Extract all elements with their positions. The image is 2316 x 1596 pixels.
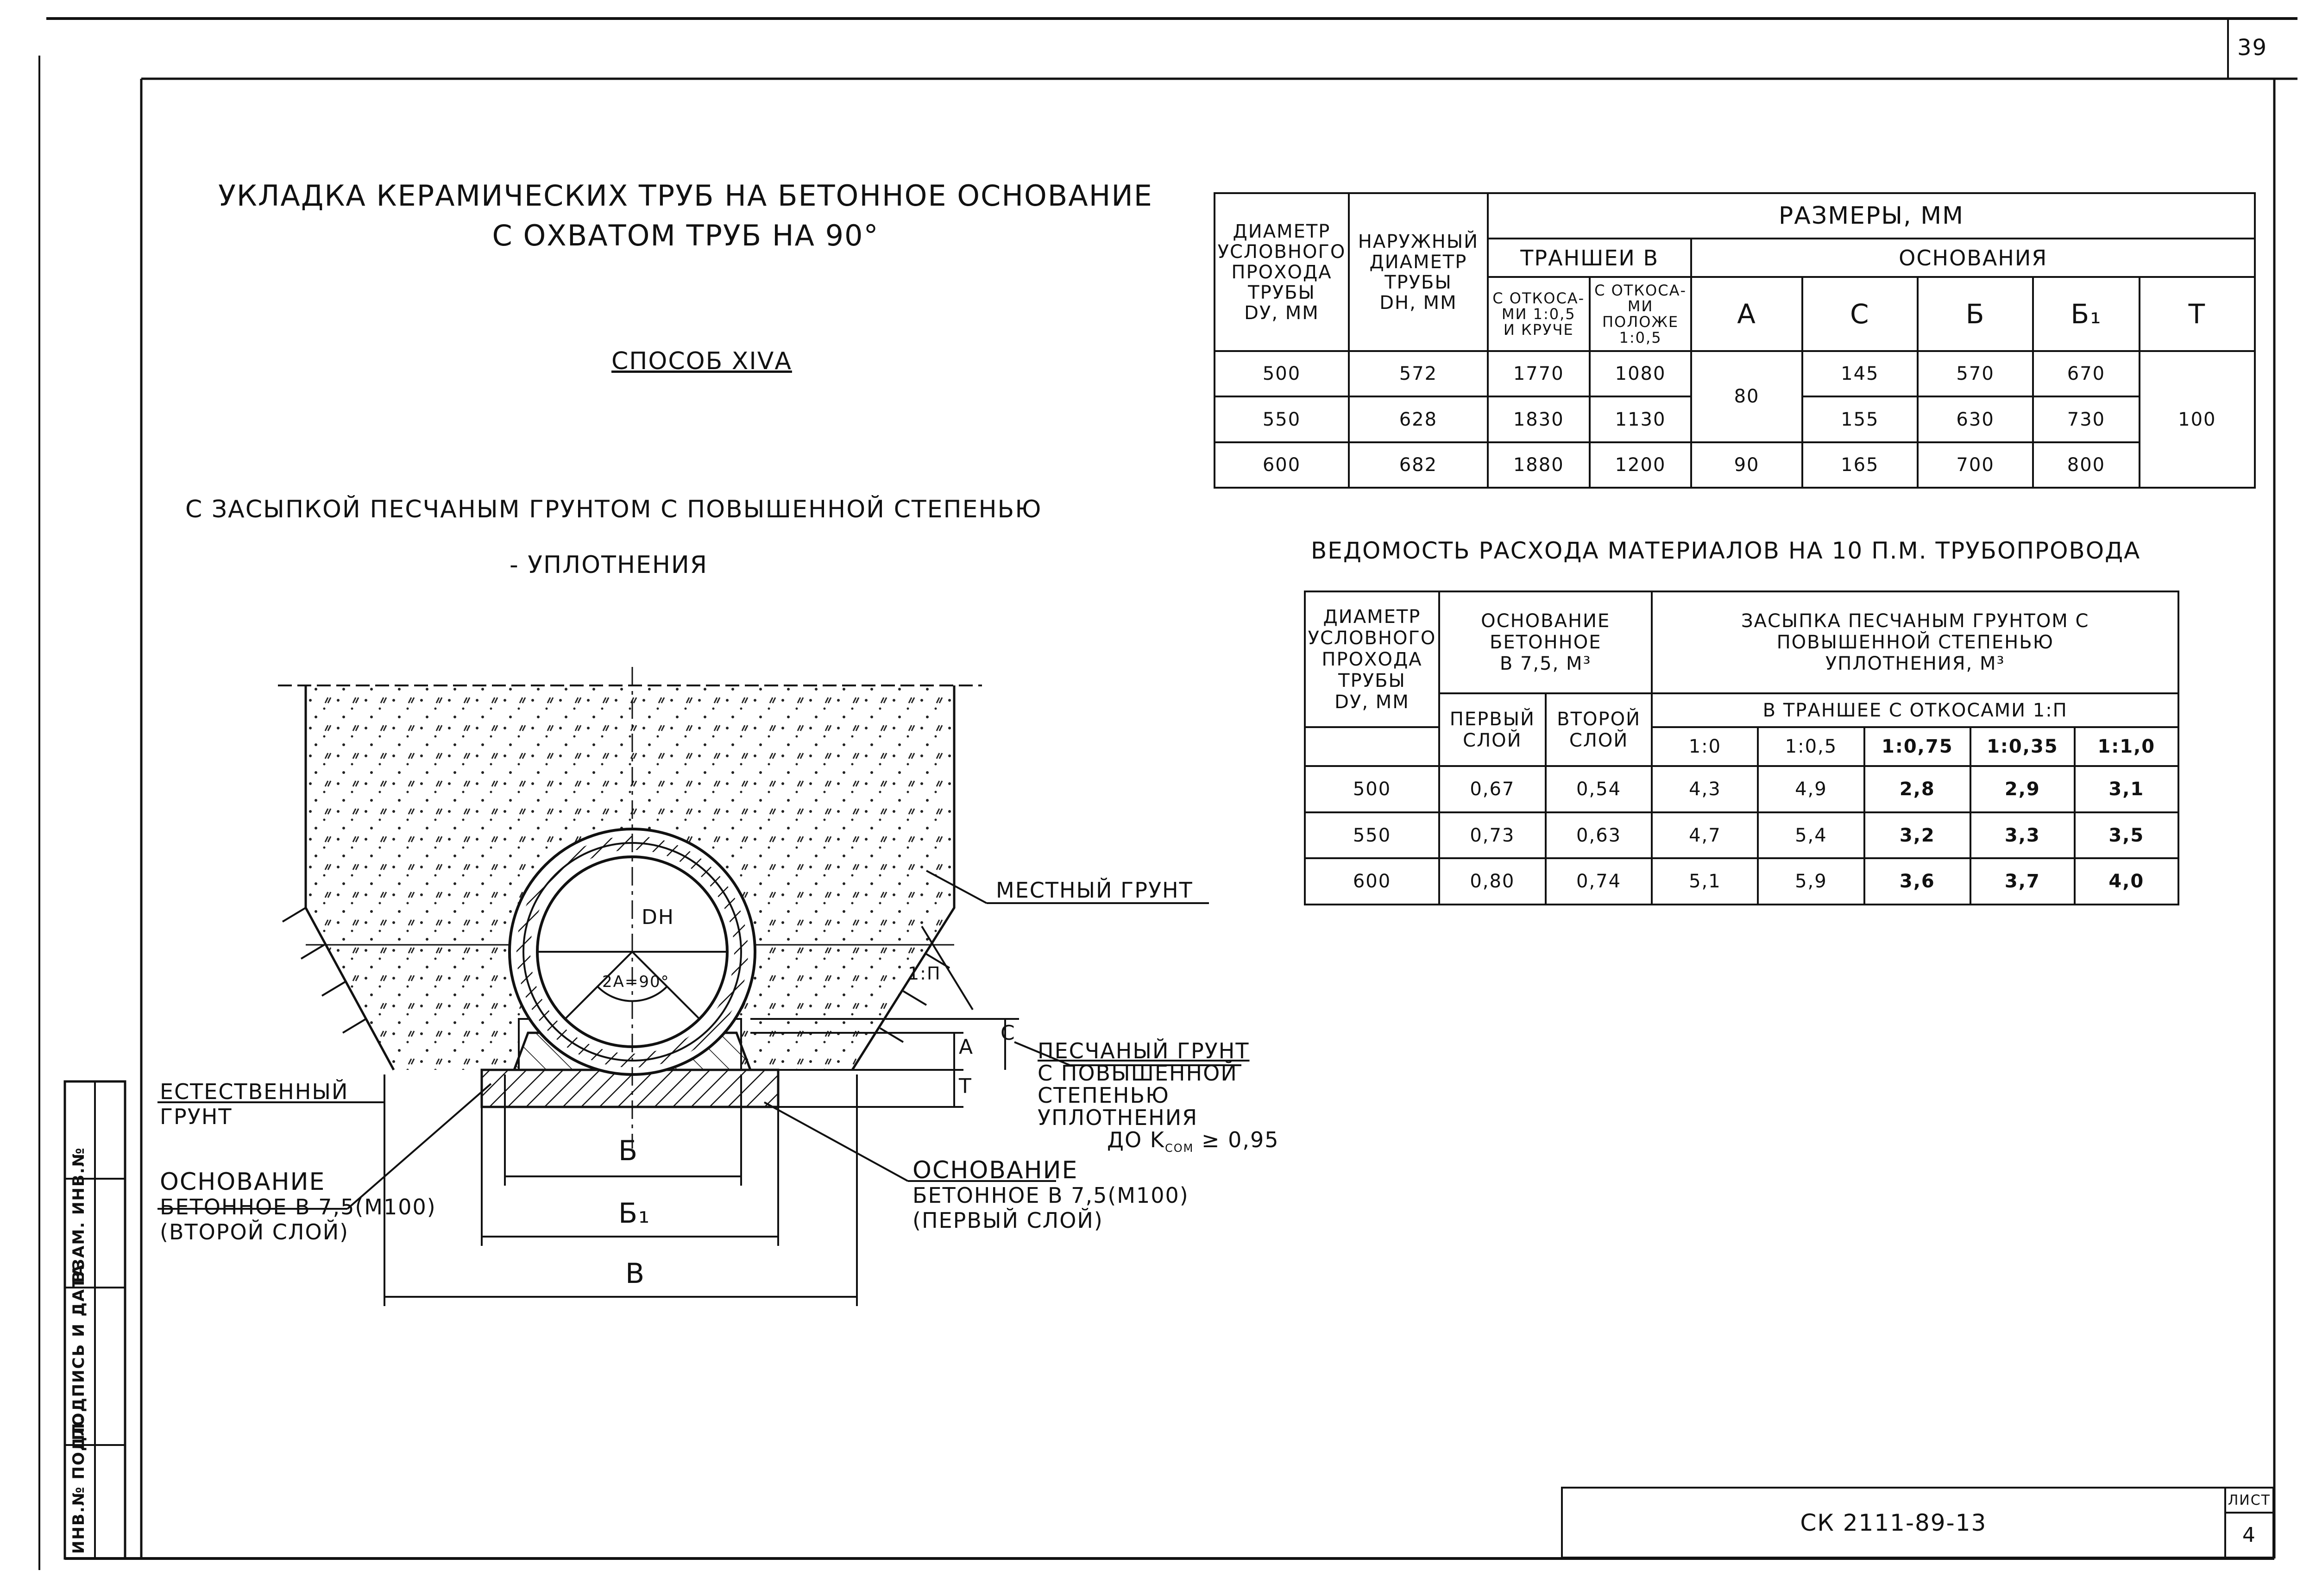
t2-cell: 0,80 <box>1439 858 1546 905</box>
angle-label: 2Α=90° <box>602 973 670 991</box>
t2-header-fill: ЗАСЫПКА ПЕСЧАНЫМ ГРУНТОМ С ПОВЫШЕННОЙ СТЕПЕНЬЮ УПЛОТНЕНИЯ, М³ <box>1652 591 2178 693</box>
t1-header-b: Б <box>1918 277 2033 351</box>
t2-cell: 2,9 <box>1970 766 2075 812</box>
t1-header-trench: ТРАНШЕИ В <box>1488 239 1692 277</box>
t1-cell: 90 <box>1691 442 1802 488</box>
t2-cell: 4,0 <box>2075 858 2178 905</box>
t2-cell: 0,63 <box>1546 812 1652 859</box>
document-code: СК 2111-89-13 <box>1562 1488 2225 1558</box>
t2-header-second: ВТОРОЙ СЛОЙ <box>1546 693 1652 766</box>
dim-b1-label: Б₁ <box>618 1197 651 1230</box>
t2-header-trench: В ТРАНШЕЕ С ОТКОСАМИ 1:П <box>1652 693 2178 727</box>
t1-header-flat: С ОТКОСА- МИ ПОЛОЖЕ 1:0,5 <box>1590 277 1692 351</box>
t2-cell: 3,6 <box>1864 858 1971 905</box>
t2-cell: 0,73 <box>1439 812 1546 859</box>
t1-cell: 1080 <box>1590 351 1692 396</box>
dim-B-label: В <box>625 1257 646 1290</box>
t1-cell: 628 <box>1349 396 1488 442</box>
t2-cell: 500 <box>1305 766 1439 812</box>
dim-c-label: C <box>1001 1021 1016 1045</box>
t1-cell: 572 <box>1349 351 1488 396</box>
dn-label: DН <box>642 905 674 929</box>
t1-cell: 155 <box>1802 396 1918 442</box>
t1-header-base: ОСНОВАНИЯ <box>1691 239 2255 277</box>
t2-cell: 3,1 <box>2075 766 2178 812</box>
t2-cell: 0,74 <box>1546 858 1652 905</box>
t1-header-c: C <box>1802 277 1918 351</box>
subtitle-line-1: С ЗАСЫПКОЙ ПЕСЧАНЫМ ГРУНТОМ С ПОВЫШЕННОЙ СТЕПЕНЬЮ <box>185 496 1042 523</box>
t1-header-b1: Б₁ <box>2033 277 2139 351</box>
t1-cell: 80 <box>1691 351 1802 442</box>
base-second-layer-label: ОСНОВАНИЕ БЕТОННОЕ В 7,5(М100) (ВТОРОЙ СЛОЙ) <box>160 1168 436 1244</box>
t2-cell: 4,7 <box>1652 812 1758 859</box>
t2-cell: 5,1 <box>1652 858 1758 905</box>
page-number: 39 <box>2237 35 2268 61</box>
sand-label: ПЕСЧАНЫЙ ГРУНТ С ПОВЫШЕННОЙ СТЕПЕНЬЮ УПЛОТНЕНИЯ ДО $K_{COM} \ge 0,95$ <box>1038 1038 1279 1155</box>
t1-cell: 730 <box>2033 396 2139 442</box>
t1-cell: 100 <box>2140 351 2255 488</box>
t2-slope: 1:0,35 <box>1970 727 2075 766</box>
dim-a-label: A <box>959 1035 974 1059</box>
t2-slope: 1:0 <box>1652 727 1758 766</box>
t1-header-t: T <box>2140 277 2255 351</box>
t1-cell: 600 <box>1215 442 1349 488</box>
t2-cell: 0,54 <box>1546 766 1652 812</box>
t1-cell: 1880 <box>1488 442 1590 488</box>
t1-cell: 500 <box>1215 351 1349 396</box>
t2-cell: 3,5 <box>2075 812 2178 859</box>
t1-header-dy: ДИАМЕТР УСЛОВНОГО ПРОХОДА ТРУБЫ DУ, ММ <box>1215 193 1349 351</box>
t1-cell: 570 <box>1918 351 2033 396</box>
base-first-layer-label: ОСНОВАНИЕ БЕТОННОЕ В 7,5(М100) (ПЕРВЫЙ СЛОЙ) <box>913 1156 1189 1233</box>
table2-title: ВЕДОМОСТЬ РАСХОДА МАТЕРИАЛОВ НА 10 П.М. ТРУБОПРОВОДА <box>1311 537 2141 564</box>
dim-t-label: T <box>959 1074 972 1098</box>
t1-cell: 145 <box>1802 351 1918 396</box>
side-stamp-inv-orig: ИНВ.№ ПОДЛ. <box>69 1415 88 1554</box>
t2-cell: 4,3 <box>1652 766 1758 812</box>
t1-cell: 1770 <box>1488 351 1590 396</box>
sheet-number: 4 <box>2225 1513 2273 1558</box>
t1-cell: 1830 <box>1488 396 1590 442</box>
t1-header-dn: НАРУЖНЫЙ ДИАМЕТР ТРУБЫ DН, ММ <box>1349 193 1488 351</box>
t1-header-a: A <box>1691 277 1802 351</box>
t2-cell: 550 <box>1305 812 1439 859</box>
title-block <box>1561 1487 2274 1558</box>
t2-cell: 5,9 <box>1758 858 1864 905</box>
t2-slope: 1:1,0 <box>2075 727 2178 766</box>
t2-cell: 2,8 <box>1864 766 1971 812</box>
title-line-2: С ОХВАТОМ ТРУБ НА 90° <box>492 219 879 252</box>
t2-slope: 1:0,75 <box>1864 727 1971 766</box>
t1-cell: 1130 <box>1590 396 1692 442</box>
natural-soil-label: ЕСТЕСТВЕННЫЙ ГРУНТ <box>160 1079 349 1129</box>
t2-slope: 1:0,5 <box>1758 727 1864 766</box>
t1-cell: 550 <box>1215 396 1349 442</box>
t1-header-sizes: РАЗМЕРЫ, ММ <box>1488 193 2255 239</box>
t2-cell: 3,2 <box>1864 812 1971 859</box>
slope-label: 1:П <box>908 963 941 984</box>
t1-cell: 165 <box>1802 442 1918 488</box>
t2-cell: 0,67 <box>1439 766 1546 812</box>
t1-cell: 700 <box>1918 442 2033 488</box>
t2-cell: 5,4 <box>1758 812 1864 859</box>
title-line-1: УКЛАДКА КЕРАМИЧЕСКИХ ТРУБ НА БЕТОННОЕ ОСНОВАНИЕ <box>218 179 1153 213</box>
t1-cell: 630 <box>1918 396 2033 442</box>
t2-cell: 4,9 <box>1758 766 1864 812</box>
side-stamp-replace-inv: ВЗАМ. ИНВ.№ <box>69 1147 88 1283</box>
t2-cell: 3,3 <box>1970 812 2075 859</box>
t2-header-base: ОСНОВАНИЕ БЕТОННОЕ В 7,5, М³ <box>1439 591 1652 693</box>
t2-header-dy: ДИАМЕТР УСЛОВНОГО ПРОХОДА ТРУБЫ DУ, ММ <box>1305 591 1439 727</box>
t1-header-steep: С ОТКОСА- МИ 1:0,5 И КРУЧЕ <box>1488 277 1590 351</box>
t2-cell: 3,7 <box>1970 858 2075 905</box>
t2-header-first: ПЕРВЫЙ СЛОЙ <box>1439 693 1546 766</box>
side-stamp-signature: ПОДПИСЬ И ДАТА <box>69 1263 88 1440</box>
t1-cell: 800 <box>2033 442 2139 488</box>
t1-cell: 682 <box>1349 442 1488 488</box>
t2-cell: 600 <box>1305 858 1439 905</box>
sheet-label: ЛИСТ <box>2225 1488 2273 1513</box>
method-label: СПОСОБ XIVА <box>611 347 792 375</box>
subtitle-line-2: - УПЛОТНЕНИЯ <box>510 551 708 579</box>
t1-cell: 1200 <box>1590 442 1692 488</box>
local-soil-label: МЕСТНЫЙ ГРУНТ <box>996 878 1193 903</box>
t1-cell: 670 <box>2033 351 2139 396</box>
dim-b-label: Б <box>618 1135 639 1167</box>
